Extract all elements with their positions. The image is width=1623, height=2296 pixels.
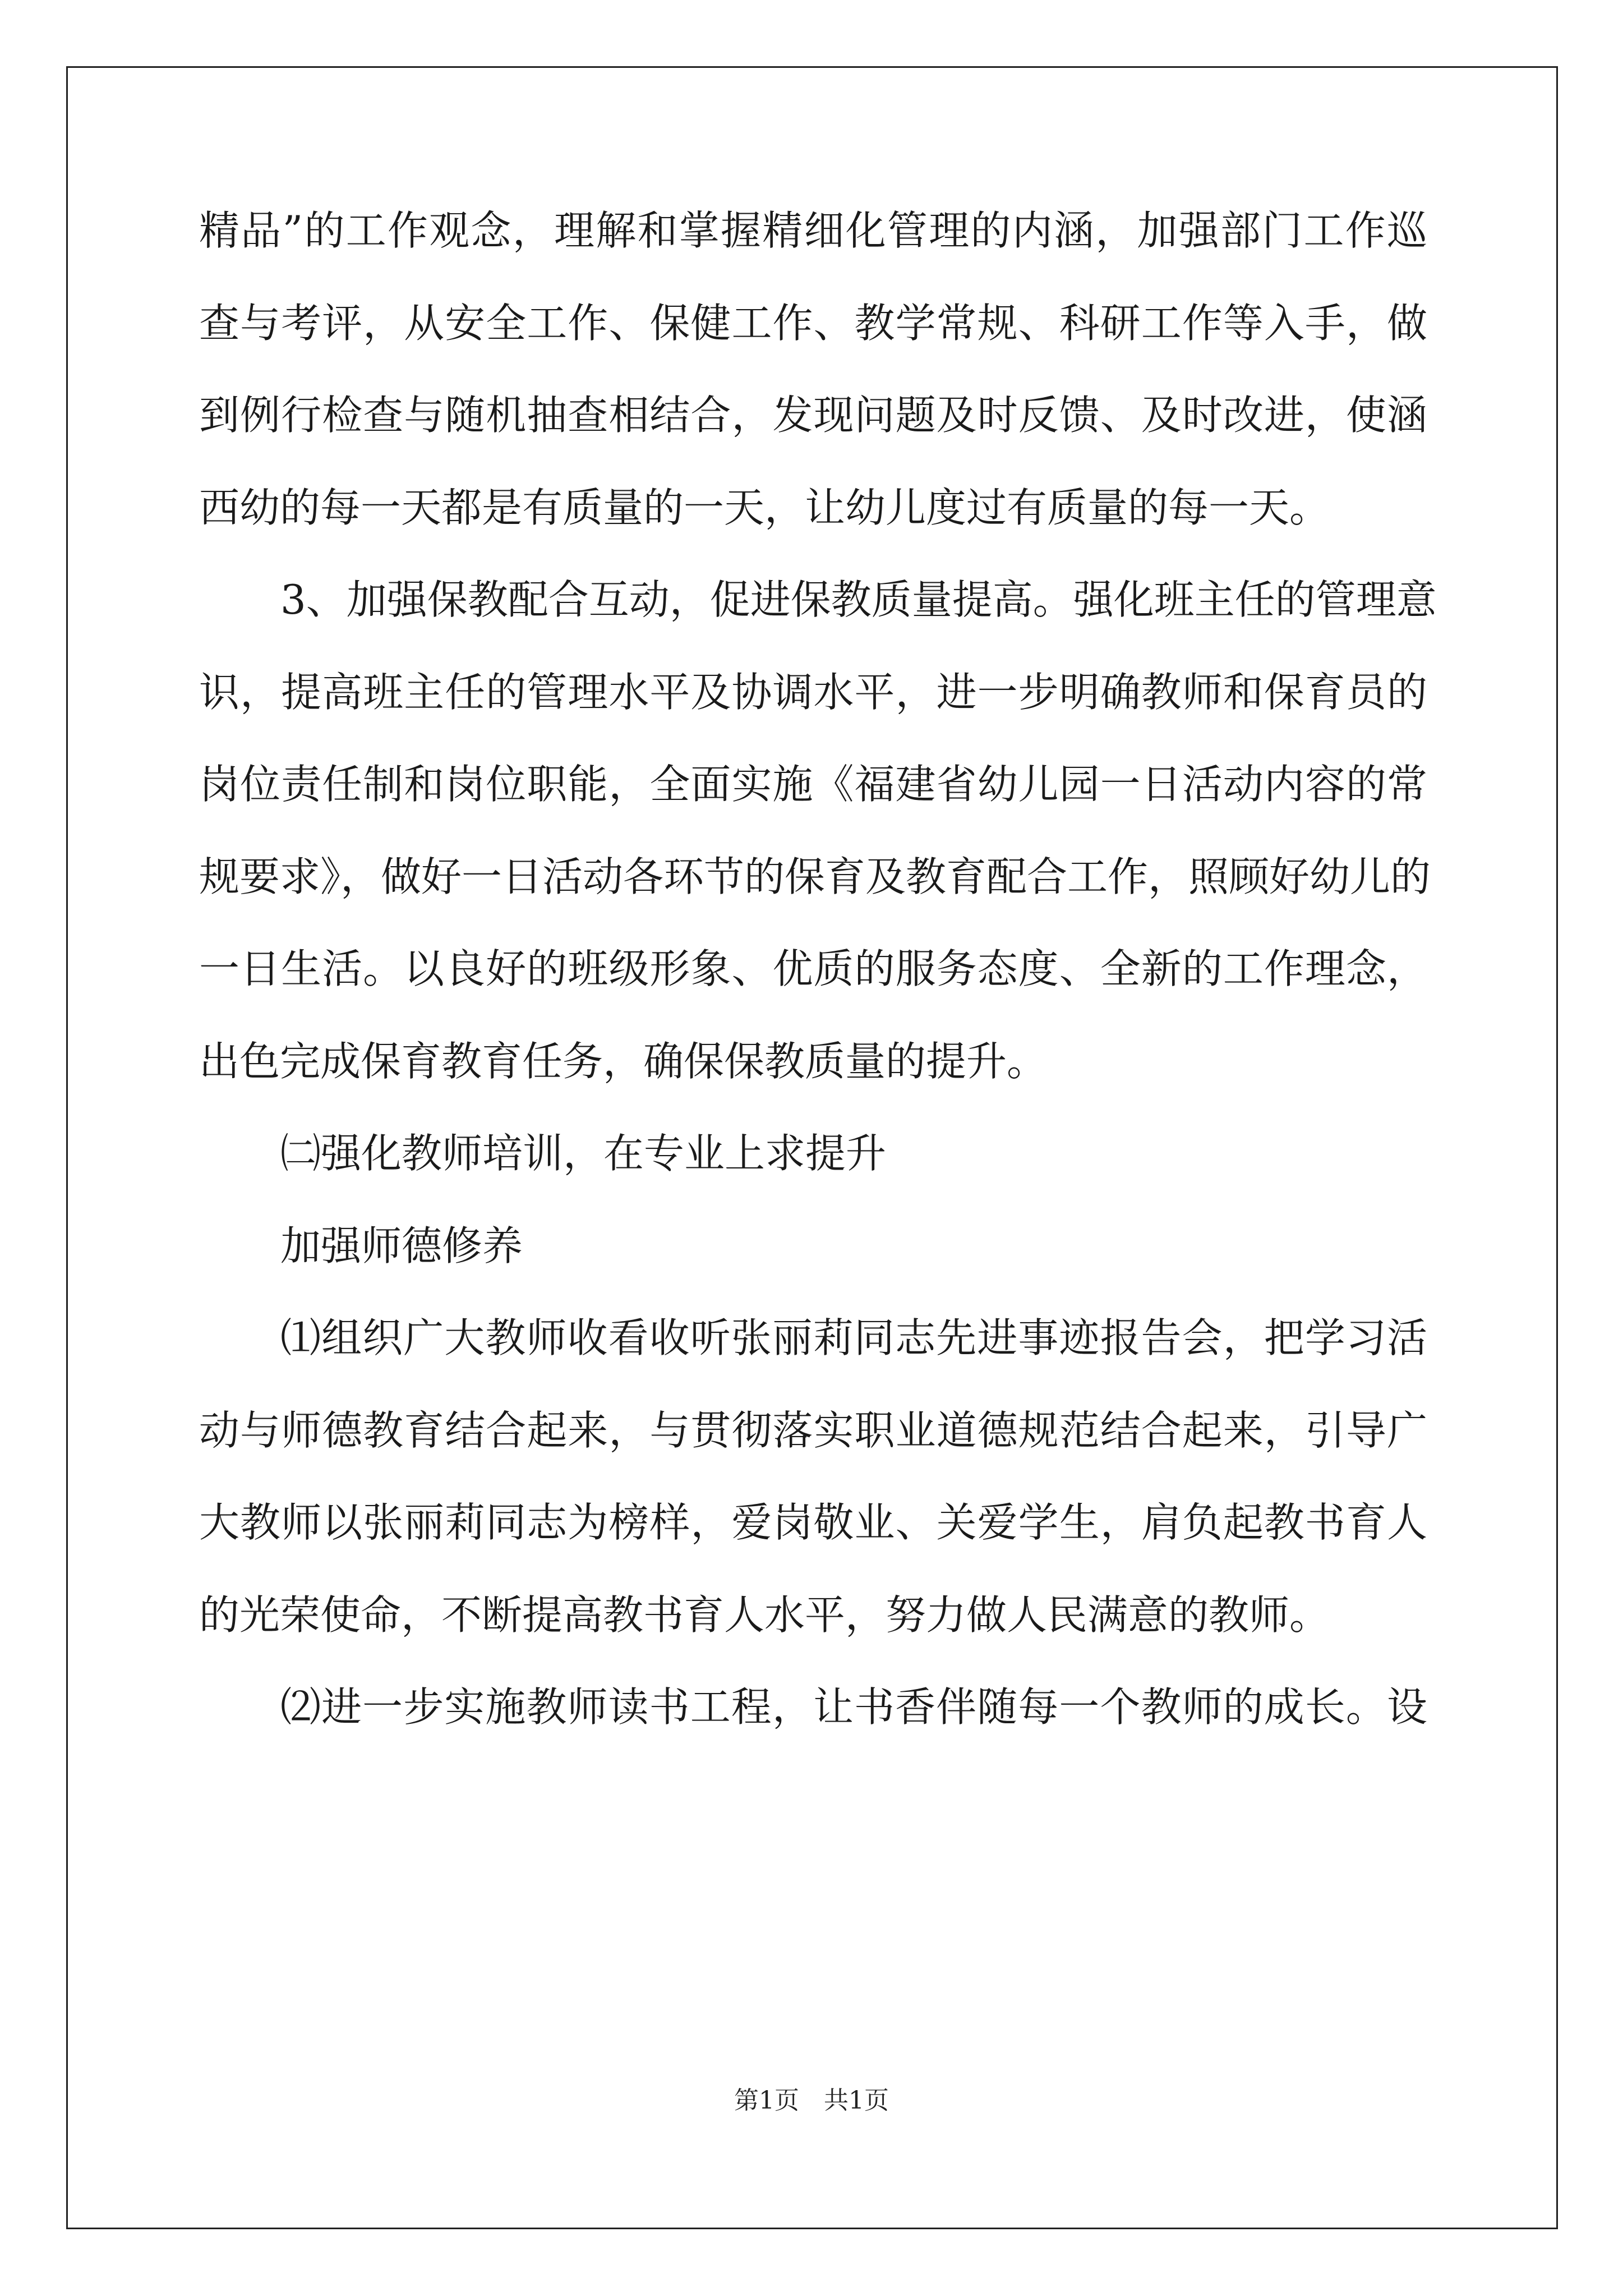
text-line: 查与考评，从安全工作、保健工作、教学常规、科研工作等入手，做: [199, 300, 1427, 347]
text-line: ⑵进一步实施教师读书工程，让书香伴随每一个教师的成长。设: [280, 1683, 1427, 1731]
text-line: 动与师德教育结合起来，与贯彻落实职业道德规范结合起来，引导广: [199, 1407, 1427, 1454]
text-line: 西幼的每一天都是有质量的一天，让幼儿度过有质量的每一天。: [199, 484, 1330, 531]
text-line: 精品”的工作观念，理解和掌握精细化管理的内涵，加强部门工作巡: [199, 207, 1427, 254]
text-line: 一日生活。以良好的班级形象、优质的服务态度、全新的工作理念，: [199, 945, 1427, 992]
text-line: 出色完成保育教育任务，确保保教质量的提升。: [199, 1038, 1048, 1085]
text-line: 加强师德修养: [280, 1222, 523, 1269]
text-line: 大教师以张丽莉同志为榜样，爱岗敬业、关爱学生，肩负起教书育人: [199, 1499, 1427, 1546]
text-line: ⑴组织广大教师收看收听张丽莉同志先进事迹报告会，把学习活: [280, 1314, 1427, 1361]
text-line: 的光荣使命，不断提高教书育人水平，努力做人民满意的教师。: [199, 1591, 1330, 1639]
text-line: 规要求》，做好一日活动各环节的保育及教育配合工作，照顾好幼儿的: [199, 853, 1431, 900]
text-line: 识，提高班主任的管理水平及协调水平，进一步明确教师和保育员的: [199, 669, 1427, 716]
text-line: 到例行检查与随机抽查相结合，发现问题及时反馈、及时改进，使涵: [199, 392, 1427, 439]
page-footer: 第1页 共1页: [734, 2086, 889, 2115]
text-line: 3、加强保教配合互动，促进保教质量提高。强化班主任的管理意: [280, 576, 1437, 623]
text-line: 岗位责任制和岗位职能，全面实施《福建省幼儿园一日活动内容的常: [199, 761, 1427, 808]
text-line: ㈡强化教师培训，在专业上求提升: [280, 1130, 887, 1177]
